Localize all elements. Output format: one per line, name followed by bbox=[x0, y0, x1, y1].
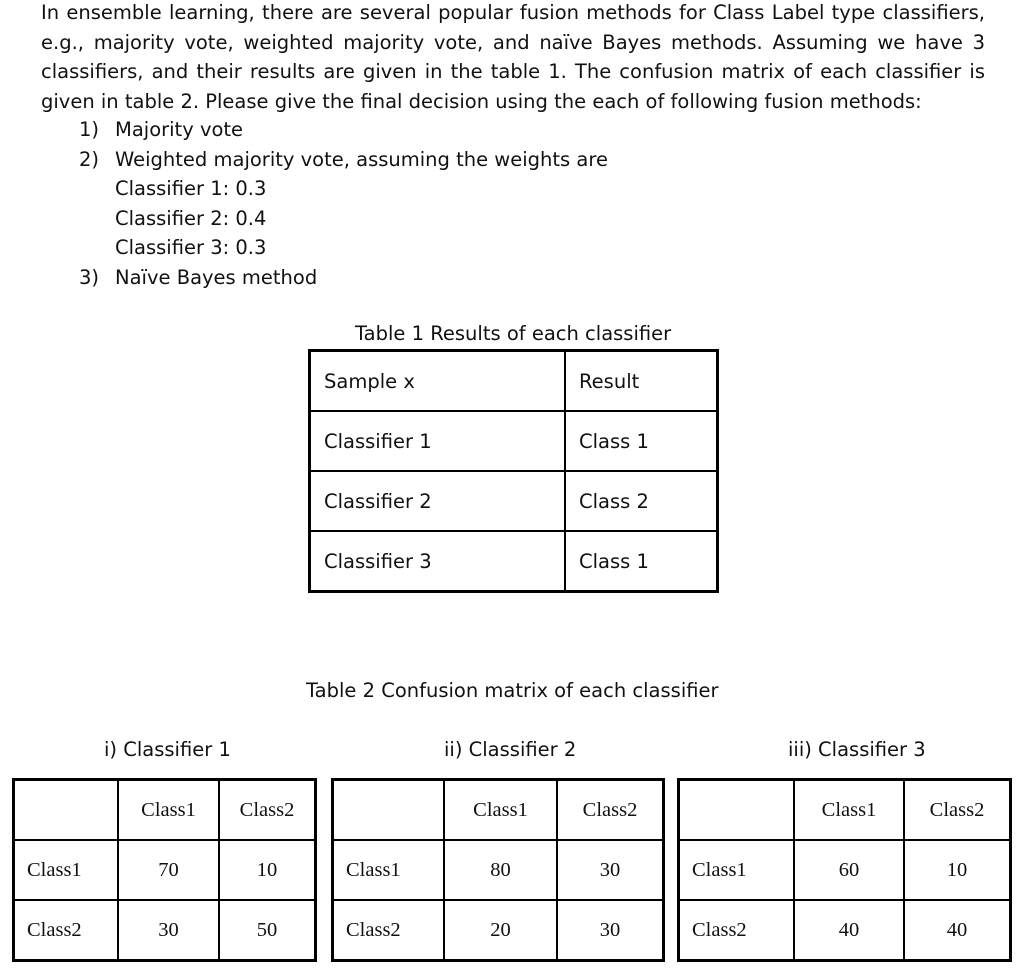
table-row bbox=[333, 900, 664, 961]
table-header-cell: Class2 bbox=[904, 780, 1011, 841]
corner-cell bbox=[333, 780, 445, 841]
list-number: 2) bbox=[79, 147, 100, 171]
question-paragraph: In ensemble learning, there are several popular fusion methods for Class Label type classifiers, e.g., majority vote, weighted majority vote, and naïve Bayes methods. Assuming we have 3 classifiers, and their results are given in the table 1. The confusion matrix of each classifier is given in table 2. Please give the final decision using the each of following fusion methods: bbox=[41, 1, 985, 113]
table-cell: Class 1 bbox=[565, 531, 718, 592]
row-header-cell: Class1 bbox=[14, 840, 119, 900]
table-header-cell: Class2 bbox=[219, 780, 316, 841]
table-cell: Class 2 bbox=[565, 471, 718, 531]
confusion-matrix-classifier-2 bbox=[331, 778, 665, 962]
table-cell: 20 bbox=[444, 900, 557, 961]
table-cell: 10 bbox=[904, 840, 1011, 900]
table-row bbox=[333, 840, 664, 900]
weight-line: Classifier 1: 0.3 bbox=[115, 177, 267, 200]
table1-caption: Table 1 Results of each classifier bbox=[355, 322, 672, 345]
table-header-cell: Class1 bbox=[444, 780, 557, 841]
corner-cell bbox=[679, 780, 795, 841]
table-cell: 80 bbox=[444, 840, 557, 900]
row-header-cell: Class2 bbox=[333, 900, 445, 961]
table-cell: 60 bbox=[794, 840, 904, 900]
table-cell: 10 bbox=[219, 840, 316, 900]
table-header-cell: Result bbox=[565, 351, 718, 412]
list-text: Majority vote bbox=[115, 118, 244, 141]
matrix-label: ii) Classifier 2 bbox=[444, 738, 577, 761]
table-cell: Classifier 3 bbox=[310, 531, 566, 592]
table-header-cell: Class1 bbox=[794, 780, 904, 841]
table-cell: 30 bbox=[557, 900, 664, 961]
weight-line: Classifier 3: 0.3 bbox=[115, 236, 267, 259]
table-cell: 40 bbox=[904, 900, 1011, 961]
table-row bbox=[14, 840, 316, 900]
table-header-row bbox=[333, 780, 664, 841]
matrix-label: iii) Classifier 3 bbox=[788, 738, 926, 761]
row-header-cell: Class2 bbox=[679, 900, 795, 961]
row-header-cell: Class2 bbox=[14, 900, 119, 961]
table-row bbox=[310, 471, 718, 531]
table-cell: 30 bbox=[557, 840, 664, 900]
table-cell: Classifier 1 bbox=[310, 411, 566, 471]
results-table bbox=[308, 349, 719, 593]
table-row bbox=[310, 411, 718, 471]
table-row bbox=[14, 900, 316, 961]
table-header-row bbox=[14, 780, 316, 841]
table-row bbox=[679, 840, 1011, 900]
list-number: 1) bbox=[79, 118, 100, 141]
row-header-cell: Class1 bbox=[333, 840, 445, 900]
table-cell: Classifier 2 bbox=[310, 471, 566, 531]
table-cell: 70 bbox=[118, 840, 219, 900]
list-text: Naïve Bayes method bbox=[115, 265, 318, 289]
list-number: 3) bbox=[79, 265, 100, 289]
corner-cell bbox=[14, 780, 119, 841]
confusion-matrix-classifier-1 bbox=[12, 778, 317, 962]
table2-caption: Table 2 Confusion matrix of each classifier bbox=[306, 679, 719, 702]
weight-line: Classifier 2: 0.4 bbox=[115, 206, 267, 230]
table-cell: 50 bbox=[219, 900, 316, 961]
confusion-matrix-classifier-3 bbox=[677, 778, 1012, 962]
table-header-cell: Class2 bbox=[557, 780, 664, 841]
table-cell: Class 1 bbox=[565, 411, 718, 471]
table-row bbox=[679, 900, 1011, 961]
row-header-cell: Class1 bbox=[679, 840, 795, 900]
table-header-row bbox=[310, 351, 718, 412]
table-header-cell: Sample x bbox=[310, 351, 566, 412]
table-cell: 40 bbox=[794, 900, 904, 961]
table-header-row bbox=[679, 780, 1011, 841]
matrix-label: i) Classifier 1 bbox=[104, 738, 231, 761]
list-text: Weighted majority vote, assuming the weights are bbox=[115, 147, 608, 171]
table-cell: 30 bbox=[118, 900, 219, 961]
table-header-cell: Class1 bbox=[118, 780, 219, 841]
table-row bbox=[310, 531, 718, 592]
